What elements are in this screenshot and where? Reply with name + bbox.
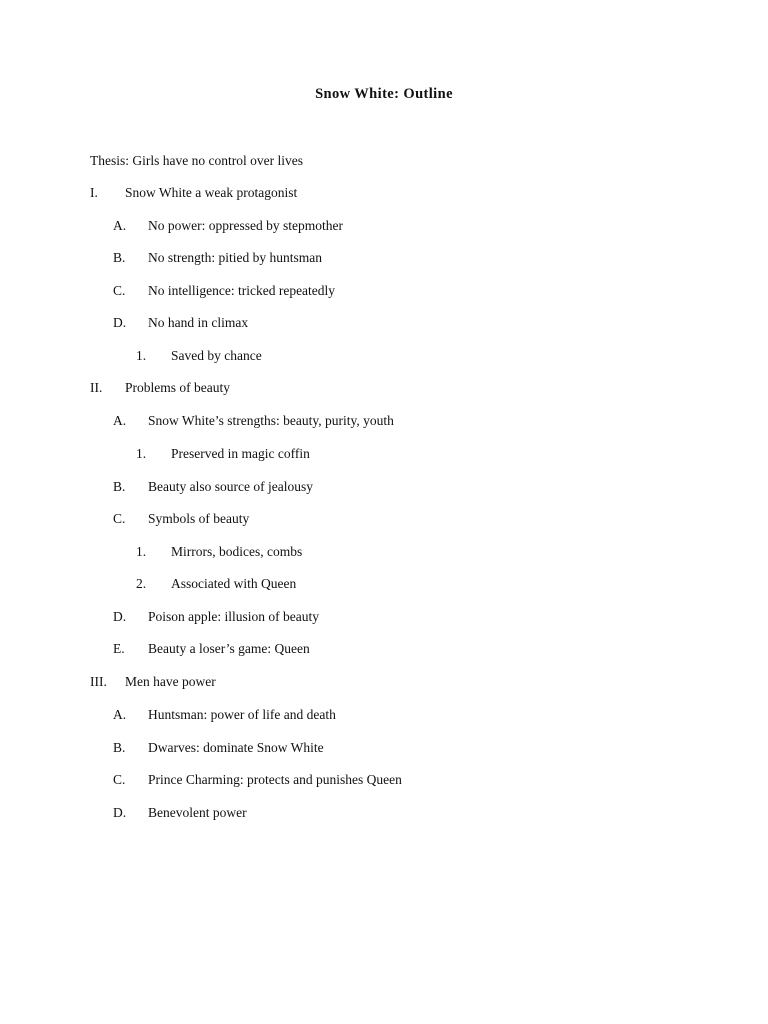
item-text: No power: oppressed by stepmother [148, 218, 343, 233]
subitem-text: Preserved in magic coffin [171, 446, 310, 461]
item-text: Benevolent power [148, 805, 247, 820]
subitem-number: 1. [136, 544, 147, 559]
item-letter: D. [113, 609, 127, 624]
item-text: Poison apple: illusion of beauty [148, 609, 319, 624]
item-letter: D. [113, 805, 127, 820]
item-letter: B. [113, 740, 126, 755]
item-text: Beauty also source of jealousy [148, 479, 313, 494]
item-letter: B. [113, 479, 126, 494]
item-letter: C. [113, 283, 126, 298]
item-text: No hand in climax [148, 315, 249, 330]
section-number: II. [90, 380, 103, 395]
item-letter: A. [113, 413, 127, 428]
thesis-text: Thesis: Girls have no control over lives [90, 153, 303, 168]
section-text: Snow White a weak protagonist [125, 185, 298, 200]
subitem-number: 1. [136, 446, 147, 461]
subitem-text: Saved by chance [171, 348, 262, 363]
section-number: I. [90, 185, 98, 200]
item-text: Huntsman: power of life and death [148, 707, 336, 722]
item-text: No intelligence: tricked repeatedly [148, 283, 336, 298]
item-letter: A. [113, 707, 127, 722]
section-text: Men have power [125, 674, 216, 689]
item-text: Dwarves: dominate Snow White [148, 740, 324, 755]
section-number: III. [90, 674, 107, 689]
item-text: Symbols of beauty [148, 511, 250, 526]
subitem-text: Mirrors, bodices, combs [171, 544, 303, 559]
item-letter: D. [113, 315, 127, 330]
item-letter: C. [113, 511, 126, 526]
subitem-number: 1. [136, 348, 147, 363]
document-title: Snow White: Outline [315, 86, 453, 102]
subitem-text: Associated with Queen [171, 576, 297, 591]
section-text: Problems of beauty [125, 380, 230, 395]
item-letter: A. [113, 218, 127, 233]
subitem-number: 2. [136, 576, 147, 591]
item-text: Snow White’s strengths: beauty, purity, youth [148, 413, 394, 428]
item-text: No strength: pitied by huntsman [148, 250, 322, 265]
item-letter: B. [113, 250, 126, 265]
item-text: Beauty a loser’s game: Queen [148, 641, 310, 656]
item-text: Prince Charming: protects and punishes Queen [148, 772, 402, 787]
item-letter: C. [113, 772, 126, 787]
item-letter: E. [113, 641, 125, 656]
